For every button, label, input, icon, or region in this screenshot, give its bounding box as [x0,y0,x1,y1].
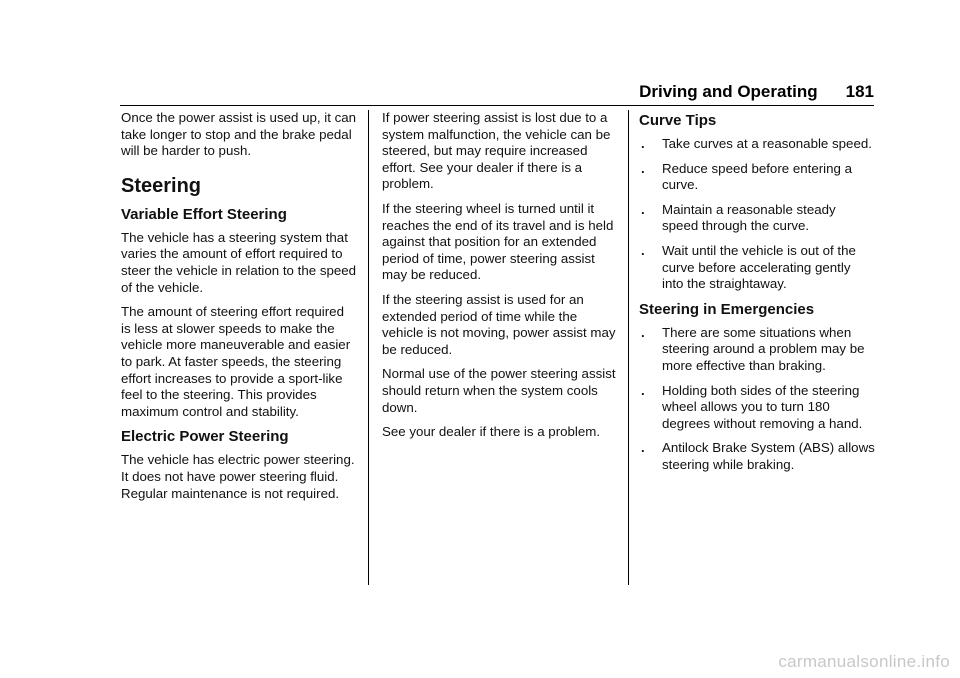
paragraph: If the steering assist is used for an extended period of time while the vehicle is not moving, power assist may be reduced. [382,291,616,357]
list-item [639,383,875,433]
column-3 [639,112,875,482]
paragraph: If the steering wheel is turned until it reaches the end of its travel and is held against that position for an extended period of time, power steering assist may be reduced. [382,200,614,283]
list-item-text: Antilock Brake System (ABS) allows steering while braking. [662,440,875,472]
steering-heading: Steering [121,174,202,197]
list-item [639,325,875,375]
list-item [639,202,875,235]
list-item [639,136,875,153]
column-divider [628,110,629,585]
bullet-icon: . [641,440,645,456]
list-item-text: Holding both sides of the steering wheel allows you to turn 180 degrees without removing a hand. [662,382,863,431]
column-1 [121,110,357,510]
bullet-icon: . [641,136,645,151]
variable-effort-heading: Variable Effort Steering [121,205,287,223]
curve-tips-list [639,136,875,293]
emergencies-list [639,325,875,474]
list-item-text: Wait until the vehicle is out of the curve before accelerating gently into the straightaway. [662,242,856,292]
emergencies-heading: Steering in Emergencies [639,300,815,318]
bullet-icon: . [641,324,645,340]
list-item [639,440,875,473]
list-item-text: Reduce speed before entering a curve. [662,160,852,193]
section-title: Driving and Operating [639,82,818,101]
intro-paragraph: Once the power assist is used up, it can take longer to stop and the brake pedal will be harder to push. [121,110,357,159]
watermark: carmanualsonline.info [778,652,950,671]
list-item-text: Take curves at a reasonable speed. [662,136,872,151]
paragraph: The vehicle has a steering system that varies the amount of effort required to steer the vehicle in relation to the speed of the vehicle. [121,229,357,295]
page-header [620,82,874,102]
electric-power-heading: Electric Power Steering [121,428,289,446]
page-number: 181 [845,82,874,101]
bullet-icon: . [641,242,645,258]
paragraph: See your dealer if there is a problem. [382,424,601,440]
paragraph: If power steering assist is lost due to a system malfunction, the vehicle can be steered, but may require increased effort. See your dealer if there is a problem. [382,110,611,192]
paragraph: Normal use of the power steering assist should return when the system cools down. [382,366,616,415]
bullet-icon: . [641,160,645,176]
list-item [639,161,875,194]
column-divider [368,110,369,585]
bullet-icon: . [641,201,645,217]
list-item-text: There are some situations when steering around a problem may be more effective than braking. [662,324,865,373]
list-item [639,243,875,293]
curve-tips-heading: Curve Tips [639,112,717,129]
bullet-icon: . [641,382,645,398]
paragraph: The amount of steering effort required is less at slower speeds to make the vehicle more maneuverable and easier to park. At faster speeds, the steering effort increases to provide a sport-like feel to the steering. This provides maximum control and stability. [121,304,351,419]
paragraph: The vehicle has electric power steering. It does not have power steering fluid. Regular maintenance is not required. [121,452,355,501]
header-rule [120,105,874,106]
column-2 [382,110,618,449]
list-item-text: Maintain a reasonable steady speed through the curve. [662,201,836,234]
